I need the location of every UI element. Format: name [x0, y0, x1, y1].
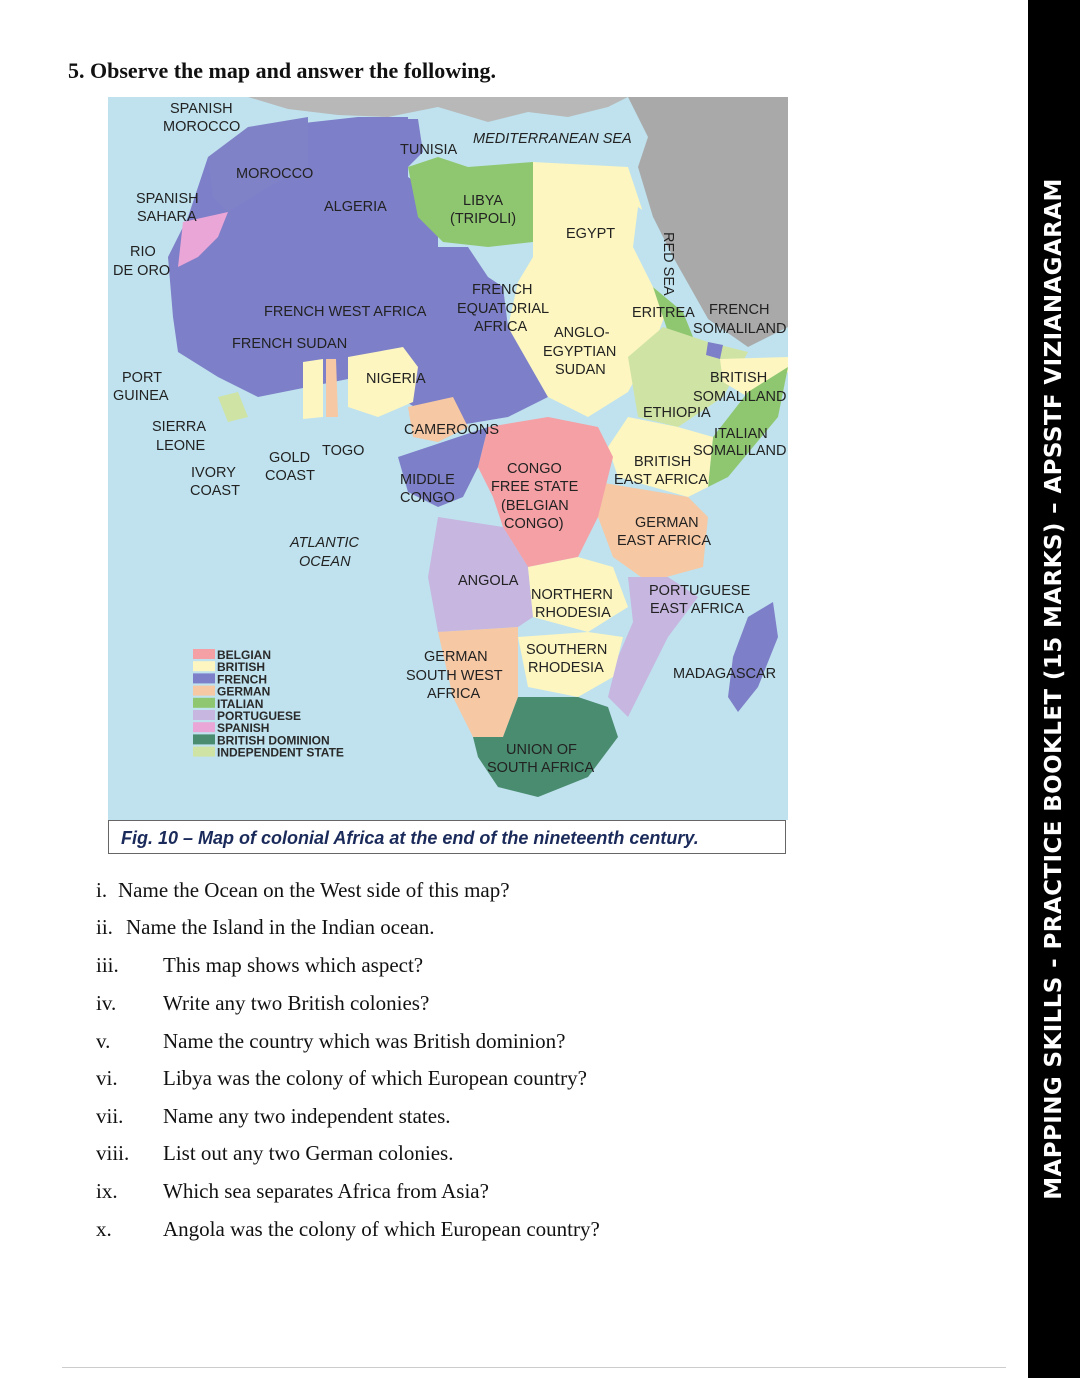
map-legend: [193, 648, 344, 760]
question-text: Name the Island in the Indian ocean.: [126, 915, 435, 939]
label-atlantic-2: OCEAN: [299, 554, 351, 570]
question-number: v.: [96, 1029, 111, 1053]
label-middle-congo-2: CONGO: [400, 490, 455, 506]
label-madagascar: MADAGASCAR: [673, 666, 777, 682]
label-sierra-leone-1: SIERRA: [152, 419, 206, 435]
question-number: vii.: [96, 1104, 124, 1128]
label-nigeria: NIGERIA: [366, 371, 426, 387]
sidebar-banner: [1028, 0, 1080, 1378]
label-sierra-leone-2: LEONE: [156, 438, 206, 454]
label-german-east-africa-1: GERMAN: [635, 515, 699, 531]
german-east-africa: [598, 482, 708, 582]
label-congo-4: CONGO): [504, 516, 564, 532]
label-spanish-sahara-2: SAHARA: [137, 209, 197, 225]
question-text: Name the Ocean on the West side of this map?: [118, 878, 510, 902]
question-text: This map shows which aspect?: [163, 953, 424, 977]
label-french-somaliland-1: FRENCH: [709, 302, 770, 318]
label-union-sa-1: UNION OF: [506, 742, 577, 758]
label-ivory-coast-2: COAST: [190, 483, 240, 499]
label-french-sudan: FRENCH SUDAN: [232, 336, 348, 352]
label-german-sw-africa-1: GERMAN: [424, 649, 488, 665]
legend-label-6: SPANISH: [217, 721, 270, 736]
label-british-east-africa-1: BRITISH: [634, 454, 692, 470]
footer-divider: [62, 1367, 1006, 1368]
question-text: Libya was the colony of which European country?: [163, 1066, 587, 1090]
togo-territory: [326, 359, 338, 417]
legend-swatch-3: [193, 686, 215, 696]
legend-label-5: PORTUGUESE: [217, 709, 302, 723]
label-rio-de-oro-2: DE ORO: [113, 263, 171, 279]
legend-label-3: GERMAN: [217, 684, 271, 699]
label-portuguese-east-africa-1: PORTUGUESE: [649, 583, 751, 599]
legend-swatch-1: [193, 661, 215, 671]
label-congo-3: (BELGIAN: [501, 498, 569, 514]
label-anglo-egyptian-2: EGYPTIAN: [543, 344, 617, 360]
label-ethiopia: ETHIOPIA: [643, 405, 711, 421]
label-rio-de-oro-1: RIO: [130, 244, 156, 260]
question-number: x.: [96, 1217, 112, 1241]
label-eritrea: ERITREA: [632, 305, 695, 321]
label-anglo-egyptian-3: SUDAN: [555, 362, 606, 378]
figure-caption: Fig. 10 – Map of colonial Africa at the end of the nineteenth century.: [108, 820, 786, 854]
label-union-sa-2: SOUTH AFRICA: [487, 760, 595, 776]
legend-label-8: INDEPENDENT STATE: [217, 745, 344, 760]
label-spanish-morocco-2: MOROCCO: [163, 119, 241, 135]
question-heading: 5. Observe the map and answer the following.: [68, 58, 496, 83]
legend-label-2: FRENCH: [217, 672, 267, 687]
label-german-sw-africa-2: SOUTH WEST: [406, 668, 503, 684]
label-french-west-africa: FRENCH WEST AFRICA: [264, 304, 427, 320]
question-text: Write any two British colonies?: [163, 991, 430, 1015]
label-libya-2: (TRIPOLI): [450, 211, 517, 227]
legend-swatch-5: [193, 710, 215, 720]
label-british-somaliland-1: BRITISH: [710, 370, 768, 386]
label-ivory-coast-1: IVORY: [191, 465, 236, 481]
label-gold-coast-1: GOLD: [269, 450, 311, 466]
legend-label-7: BRITISH DOMINION: [217, 733, 330, 748]
question-number: ix.: [96, 1179, 118, 1203]
label-french-equatorial-2: EQUATORIAL: [457, 301, 550, 317]
label-italian-somaliland-2: SOMALILAND: [693, 443, 787, 459]
label-british-somaliland-2: SOMALILAND: [693, 389, 787, 405]
label-congo-2: FREE STATE: [491, 479, 579, 495]
label-german-sw-africa-3: AFRICA: [427, 686, 481, 702]
label-mediterranean: MEDITERRANEAN SEA: [473, 131, 632, 147]
madagascar-island: [728, 602, 778, 712]
label-northern-rhodesia-1: NORTHERN: [531, 587, 613, 603]
question-number: ii.: [96, 915, 113, 939]
label-red-sea: RED SEA: [660, 232, 676, 296]
label-northern-rhodesia-2: RHODESIA: [535, 605, 611, 621]
label-port-guinea-2: GUINEA: [113, 388, 169, 404]
label-british-east-africa-2: EAST AFRICA: [614, 472, 709, 488]
label-french-equatorial-1: FRENCH: [472, 282, 533, 298]
legend-swatch-2: [193, 673, 215, 683]
label-togo: TOGO: [322, 443, 365, 459]
label-congo-1: CONGO: [507, 461, 562, 477]
label-portuguese-east-africa-2: EAST AFRICA: [650, 601, 745, 617]
legend-label-0: BELGIAN: [217, 648, 271, 662]
question-number: vi.: [96, 1066, 118, 1090]
label-anglo-egyptian-1: ANGLO-: [554, 325, 610, 341]
legend-label-4: ITALIAN: [217, 696, 264, 711]
legend-label-1: BRITISH: [217, 660, 265, 675]
label-german-east-africa-2: EAST AFRICA: [617, 533, 712, 549]
gold-coast: [303, 359, 323, 419]
label-cameroons: CAMEROONS: [404, 422, 500, 438]
question-text: Angola was the colony of which European country?: [163, 1217, 600, 1241]
colonial-africa-map: [108, 97, 788, 820]
egypt-territory: [533, 162, 648, 257]
question-number: i.: [96, 878, 108, 902]
sidebar-title: MAPPING SKILLS - PRACTICE BOOKLET (15 MARKS) – APSSTF VIZIANAGARAM: [1041, 178, 1067, 1200]
question-number: iv.: [96, 991, 117, 1015]
label-morocco: MOROCCO: [236, 166, 314, 182]
label-french-equatorial-3: AFRICA: [474, 319, 528, 335]
legend-swatch-4: [193, 698, 215, 708]
legend-swatch-0: [193, 649, 215, 659]
question-number: iii.: [96, 953, 119, 977]
legend-swatch-7: [193, 734, 215, 744]
label-tunisia: TUNISIA: [400, 142, 458, 158]
question-text: List out any two German colonies.: [163, 1141, 454, 1165]
label-spanish-morocco-1: SPANISH: [170, 101, 233, 117]
legend-swatch-8: [193, 747, 215, 757]
label-port-guinea-1: PORT: [122, 370, 163, 386]
label-gold-coast-2: COAST: [265, 468, 315, 484]
label-atlantic-1: ATLANTIC: [290, 535, 360, 551]
sierra-leone: [218, 392, 248, 422]
label-french-somaliland-2: SOMALILAND: [693, 321, 787, 337]
label-middle-congo-1: MIDDLE: [400, 472, 455, 488]
label-egypt: EGYPT: [566, 226, 616, 242]
label-spanish-sahara-1: SPANISH: [136, 191, 199, 207]
question-text: Name any two independent states.: [163, 1104, 451, 1128]
question-text: Which sea separates Africa from Asia?: [163, 1179, 489, 1203]
label-angola: ANGOLA: [458, 573, 519, 589]
label-southern-rhodesia-1: SOUTHERN: [526, 642, 608, 658]
map-graphic: [108, 97, 788, 820]
question-number: viii.: [96, 1141, 130, 1165]
legend-swatch-6: [193, 722, 215, 732]
question-text: Name the country which was British dominion?: [163, 1029, 566, 1053]
label-libya-1: LIBYA: [463, 193, 504, 209]
label-italian-somaliland-1: ITALIAN: [714, 426, 768, 442]
label-southern-rhodesia-2: RHODESIA: [528, 660, 604, 676]
label-algeria: ALGERIA: [324, 199, 387, 215]
